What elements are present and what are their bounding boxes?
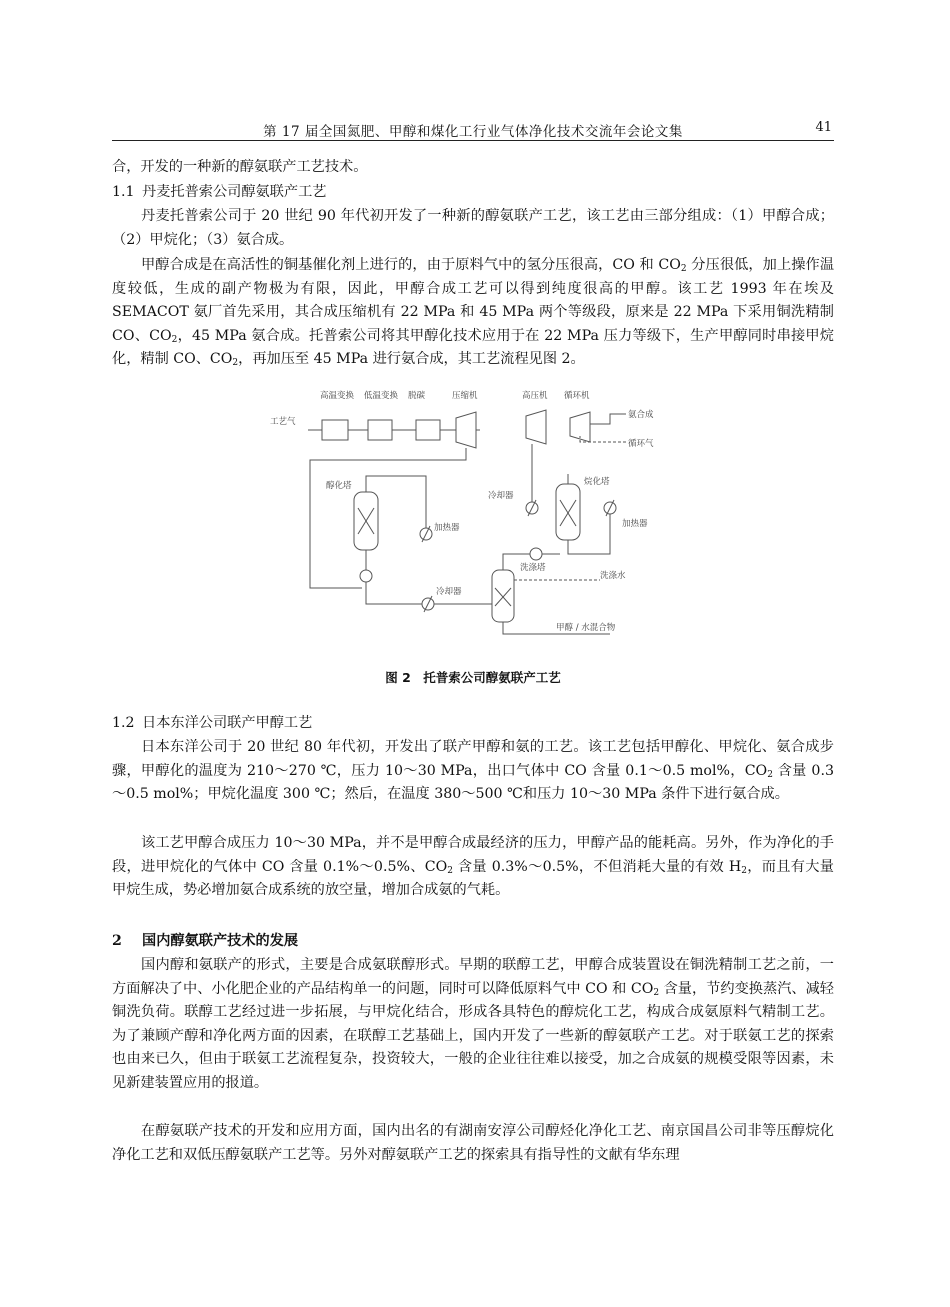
label-low-temp-shift: 低温变换	[364, 391, 399, 401]
label-high-pressure: 高压机	[522, 391, 548, 401]
journal-title: 第 17 届全国氮肥、甲醇和煤化工行业气体净化技术交流年会论文集	[263, 124, 683, 140]
label-heater-left: 加热器	[434, 523, 460, 533]
reactor-to-cooler	[366, 582, 422, 604]
high-pressure-compressor	[526, 410, 546, 444]
section-number: 1.1	[112, 184, 135, 200]
process-flow-figure	[270, 384, 670, 646]
section-heading-1-1	[112, 181, 834, 204]
label-recycle-gas: 循环气	[628, 439, 654, 449]
label-circulator: 循环机	[564, 391, 590, 401]
label-compressor: 压缩机	[452, 391, 478, 401]
label-wash-tower: 洗涤塔	[520, 563, 546, 573]
decarb-box	[416, 420, 440, 440]
paragraph-0: 合，开发的一种新的醇氨联产工艺技术。	[112, 159, 368, 175]
methanator-shape	[556, 484, 580, 540]
label-methanol-reactor: 醇化塔	[326, 481, 352, 491]
section-title: 日本东洋公司联产甲醇工艺	[142, 715, 313, 731]
label-heater-right: 加热器	[622, 519, 648, 529]
label-cooler-bottom: 冷却器	[436, 587, 462, 597]
exchanger-mid	[530, 548, 542, 560]
section-title: 丹麦托普索公司醇氨联产工艺	[142, 184, 327, 200]
heat-exchanger-left	[360, 570, 372, 582]
label-product: 甲醇 / 水混合物	[556, 623, 616, 633]
paragraph-2: 甲醇合成是在高活性的铜基催化剂上进行的，由于原料气中的氢分压很高，CO 和 $CO_2$ 分压很低，加上操作温度较低，生成的副产物极为有限，因此，甲醇合成工艺可以得到纯度很高的甲醇。该工艺 1993 年在埃及 SEMACOT 氨厂首先采用，其合成压缩机有 22 MPa 和 45 MPa 两个等级段，原来是 22 MPa 下采用铜洗精制 CO、$CO_2$，45 MPa 氨合成。托普索公司将其甲醇化技术应用于在 22 MPa 压力等级下，生产甲醇同时串接甲烷化，精制 CO、$CO_2$，再加压至 45 MPa 进行氨合成，其工艺流程见图 2。	[112, 257, 835, 368]
paragraph-6: 在醇氨联产技术的开发和应用方面，国内出名的有湖南安淳公司醇烃化净化工艺、南京国昌公司非等压醇烷化净化工艺和双低压醇氨联产工艺等。另外对醇氨联产工艺的探索具有指导性的文献有华东理	[112, 1123, 834, 1163]
label-decarb: 脱碳	[408, 391, 426, 401]
label-wash-water: 洗涤水	[600, 571, 626, 581]
section-number: 1.2	[112, 715, 135, 731]
section-number: 2	[112, 933, 122, 949]
section-heading-2	[112, 930, 834, 953]
paragraph-4: 该工艺甲醇合成压力 10～30 MPa，并不是甲醇合成最经济的压力，甲醇产品的能耗高。另外，作为净化的手段，进甲烷化的气体中 CO 含量 0.1%～0.5%、$CO_2$ 含量 0.3%～0.5%，不但消耗大量的有效 $H_2$，而且有大量甲烷生成，势必增加氨合成系统的放空量，增加合成氨的气耗。	[112, 835, 834, 898]
paragraph-1: 丹麦托普索公司于 20 世纪 90 年代初开发了一种新的醇氨联产工艺，该工艺由三部分组成：（1）甲醇合成；（2）甲烷化；（3）氨合成。	[112, 208, 834, 248]
running-header	[112, 118, 834, 141]
label-methanator: 烷化塔	[584, 477, 610, 487]
low-temp-shift-box	[368, 420, 392, 440]
page-number: 41	[815, 120, 832, 135]
compressor-shape	[456, 412, 476, 448]
process-flow-diagram	[270, 384, 670, 646]
label-high-temp-shift: 高温变换	[320, 391, 355, 401]
to-ammonia-line	[590, 414, 626, 424]
wash-tower-shape	[492, 570, 514, 622]
label-ammonia-synthesis: 氨合成	[628, 410, 654, 420]
label-cooler-top: 冷却器	[488, 491, 514, 501]
paragraph-5: 国内醇和氨联产的形式，主要是合成氨联醇形式。早期的联醇工艺，甲醇合成装置设在铜洗精制工艺之前，一方面解决了中、小化肥企业的产品结构单一的问题，同时可以降低原料气中 CO 和 $CO_2$ 含量，节约变换蒸汽、减轻铜洗负荷。联醇工艺经过进一步拓展，与甲烷化结合，形成各具特色的醇烷化工艺，构成合成氨原料气精制工艺。为了兼顾产醇和净化两方面的因素，在联醇工艺基础上，国内开发了一些新的醇氨联产工艺。对于联氨工艺的探索也由来已久，但由于联氨工艺流程复杂，投资较大，一般的企业往往难以接受，加之合成氨的规模受限等因素，未见新建装置应用的报道。	[112, 957, 834, 1091]
section-title: 国内醇氨联产技术的发展	[142, 933, 299, 949]
section-heading-1-2	[112, 712, 834, 735]
label-feed: 工艺气	[270, 417, 296, 427]
recycle-line-left	[310, 448, 466, 588]
figure-caption: 图 2 托普索公司醇氨联产工艺	[385, 670, 561, 685]
paragraph-3: 日本东洋公司于 20 世纪 80 年代初，开发出了联产甲醇和氨的工艺。该工艺包括甲醇化、甲烷化、氨合成步骤，甲醇化的温度为 210～270 ℃，压力 10～30 MPa，出口气体中 CO 含量 0.1～0.5 mol%，$CO_2$ 含量 0.3～0.5 mol%；甲烷化温度 300 ℃；然后，在温度 380～500 ℃和压力 10～30 MPa 条件下进行氨合成。	[112, 739, 834, 802]
high-temp-shift-box	[322, 420, 348, 440]
